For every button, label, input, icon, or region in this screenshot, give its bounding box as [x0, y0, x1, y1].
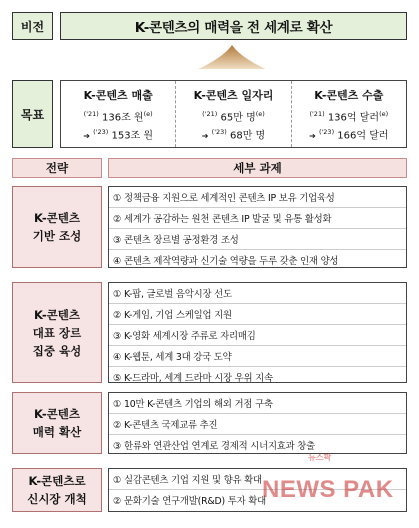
strategy-header: 전략: [12, 158, 102, 178]
task-item: ④ 콘텐츠 제작역량과 신기술 역량을 두루 갖춘 인재 양성: [113, 256, 339, 267]
task-item: ③ 콘텐츠 장르별 공정환경 조성: [109, 229, 406, 250]
strategy-2-tasks: [108, 282, 407, 383]
goal-box: [60, 80, 407, 148]
vision-text: K-콘텐츠의 매력을 전 세계로 확산: [60, 12, 407, 40]
task-item: ① 10만 K-콘텐츠 기업의 해외 거점 구축: [109, 393, 406, 414]
goal-item: [292, 81, 406, 147]
strategy-3-tasks: [108, 392, 407, 454]
goal-2021: $^{('21)}$ 65만 명$^{(e)}$: [202, 110, 265, 124]
tasks-header: 세부 과제: [108, 158, 407, 178]
arrow-right-icon: ➔: [309, 131, 316, 141]
goal-2023: ➔ $^{('23)}$ 68만 명: [201, 128, 266, 142]
goal-2023: ➔ $^{('23)}$ 153조 원: [83, 128, 154, 142]
task-item: ④ K-웹툰, 세계 3대 강국 도약: [109, 346, 406, 367]
task-item: ① 정책금융 지원으로 세계적인 콘텐츠 IP 보유 기업육성: [109, 187, 406, 208]
task-item: ③ 한류와 연관산업 연계로 경제적 시너지효과 창출: [113, 441, 316, 452]
strategy-1: K-콘텐츠 기반 조성: [12, 186, 102, 268]
strategy-4: K-콘텐츠로 신시장 개척: [12, 468, 102, 512]
arrow-right-icon: ➔: [201, 131, 209, 141]
strategy-2: K-콘텐츠 대표 장르 집중 육성: [12, 282, 102, 383]
goal-2021: $^{('21)}$ 136억 달러$^{(e)}$: [309, 110, 389, 124]
goal-title: K-콘텐츠 일자리: [193, 89, 274, 102]
task-item: ② K-콘텐츠 국제교류 추진: [109, 414, 406, 435]
goal-2021: $^{('21)}$ 136조 원$^{(e)}$: [83, 110, 153, 124]
strategy-3: K-콘텐츠 매력 확산: [12, 392, 102, 454]
task-item: ① 실감콘텐츠 기업 지원 및 향유 확대: [109, 469, 406, 490]
task-item: ② K-게임, 기업 스케일업 지원: [109, 304, 406, 325]
task-item: ③ K-영화 세계시장 주류로 자리매김: [109, 325, 406, 346]
strategy-1-tasks: [108, 186, 407, 268]
newspak-watermark: 뉴스팍 NEWS PAK: [262, 453, 394, 503]
goal-item: [176, 81, 291, 147]
task-item: ② 문화기술 연구개발(R&D) 투자 확대: [113, 496, 266, 507]
task-item: ⑤ K-드라마, 세계 드라마 시장 우위 지속: [113, 373, 273, 384]
arrow-right-icon: ➔: [83, 131, 90, 141]
task-item: ② 세계가 공감하는 원천 콘텐츠 IP 발굴 및 유통 활성화: [109, 208, 406, 229]
goal-item: [61, 81, 176, 147]
goal-label: 목표: [12, 80, 53, 148]
task-item: ① K-팝, 글로벌 음악시장 선도: [109, 283, 406, 304]
goal-2023: ➔ $^{('23)}$ 166억 달러: [309, 128, 389, 142]
up-arrow-icon: [196, 44, 268, 70]
goal-title: K-콘텐츠 수출: [314, 89, 384, 102]
goal-title: K-콘텐츠 매출: [83, 89, 153, 102]
vision-label: 비전: [12, 12, 53, 40]
